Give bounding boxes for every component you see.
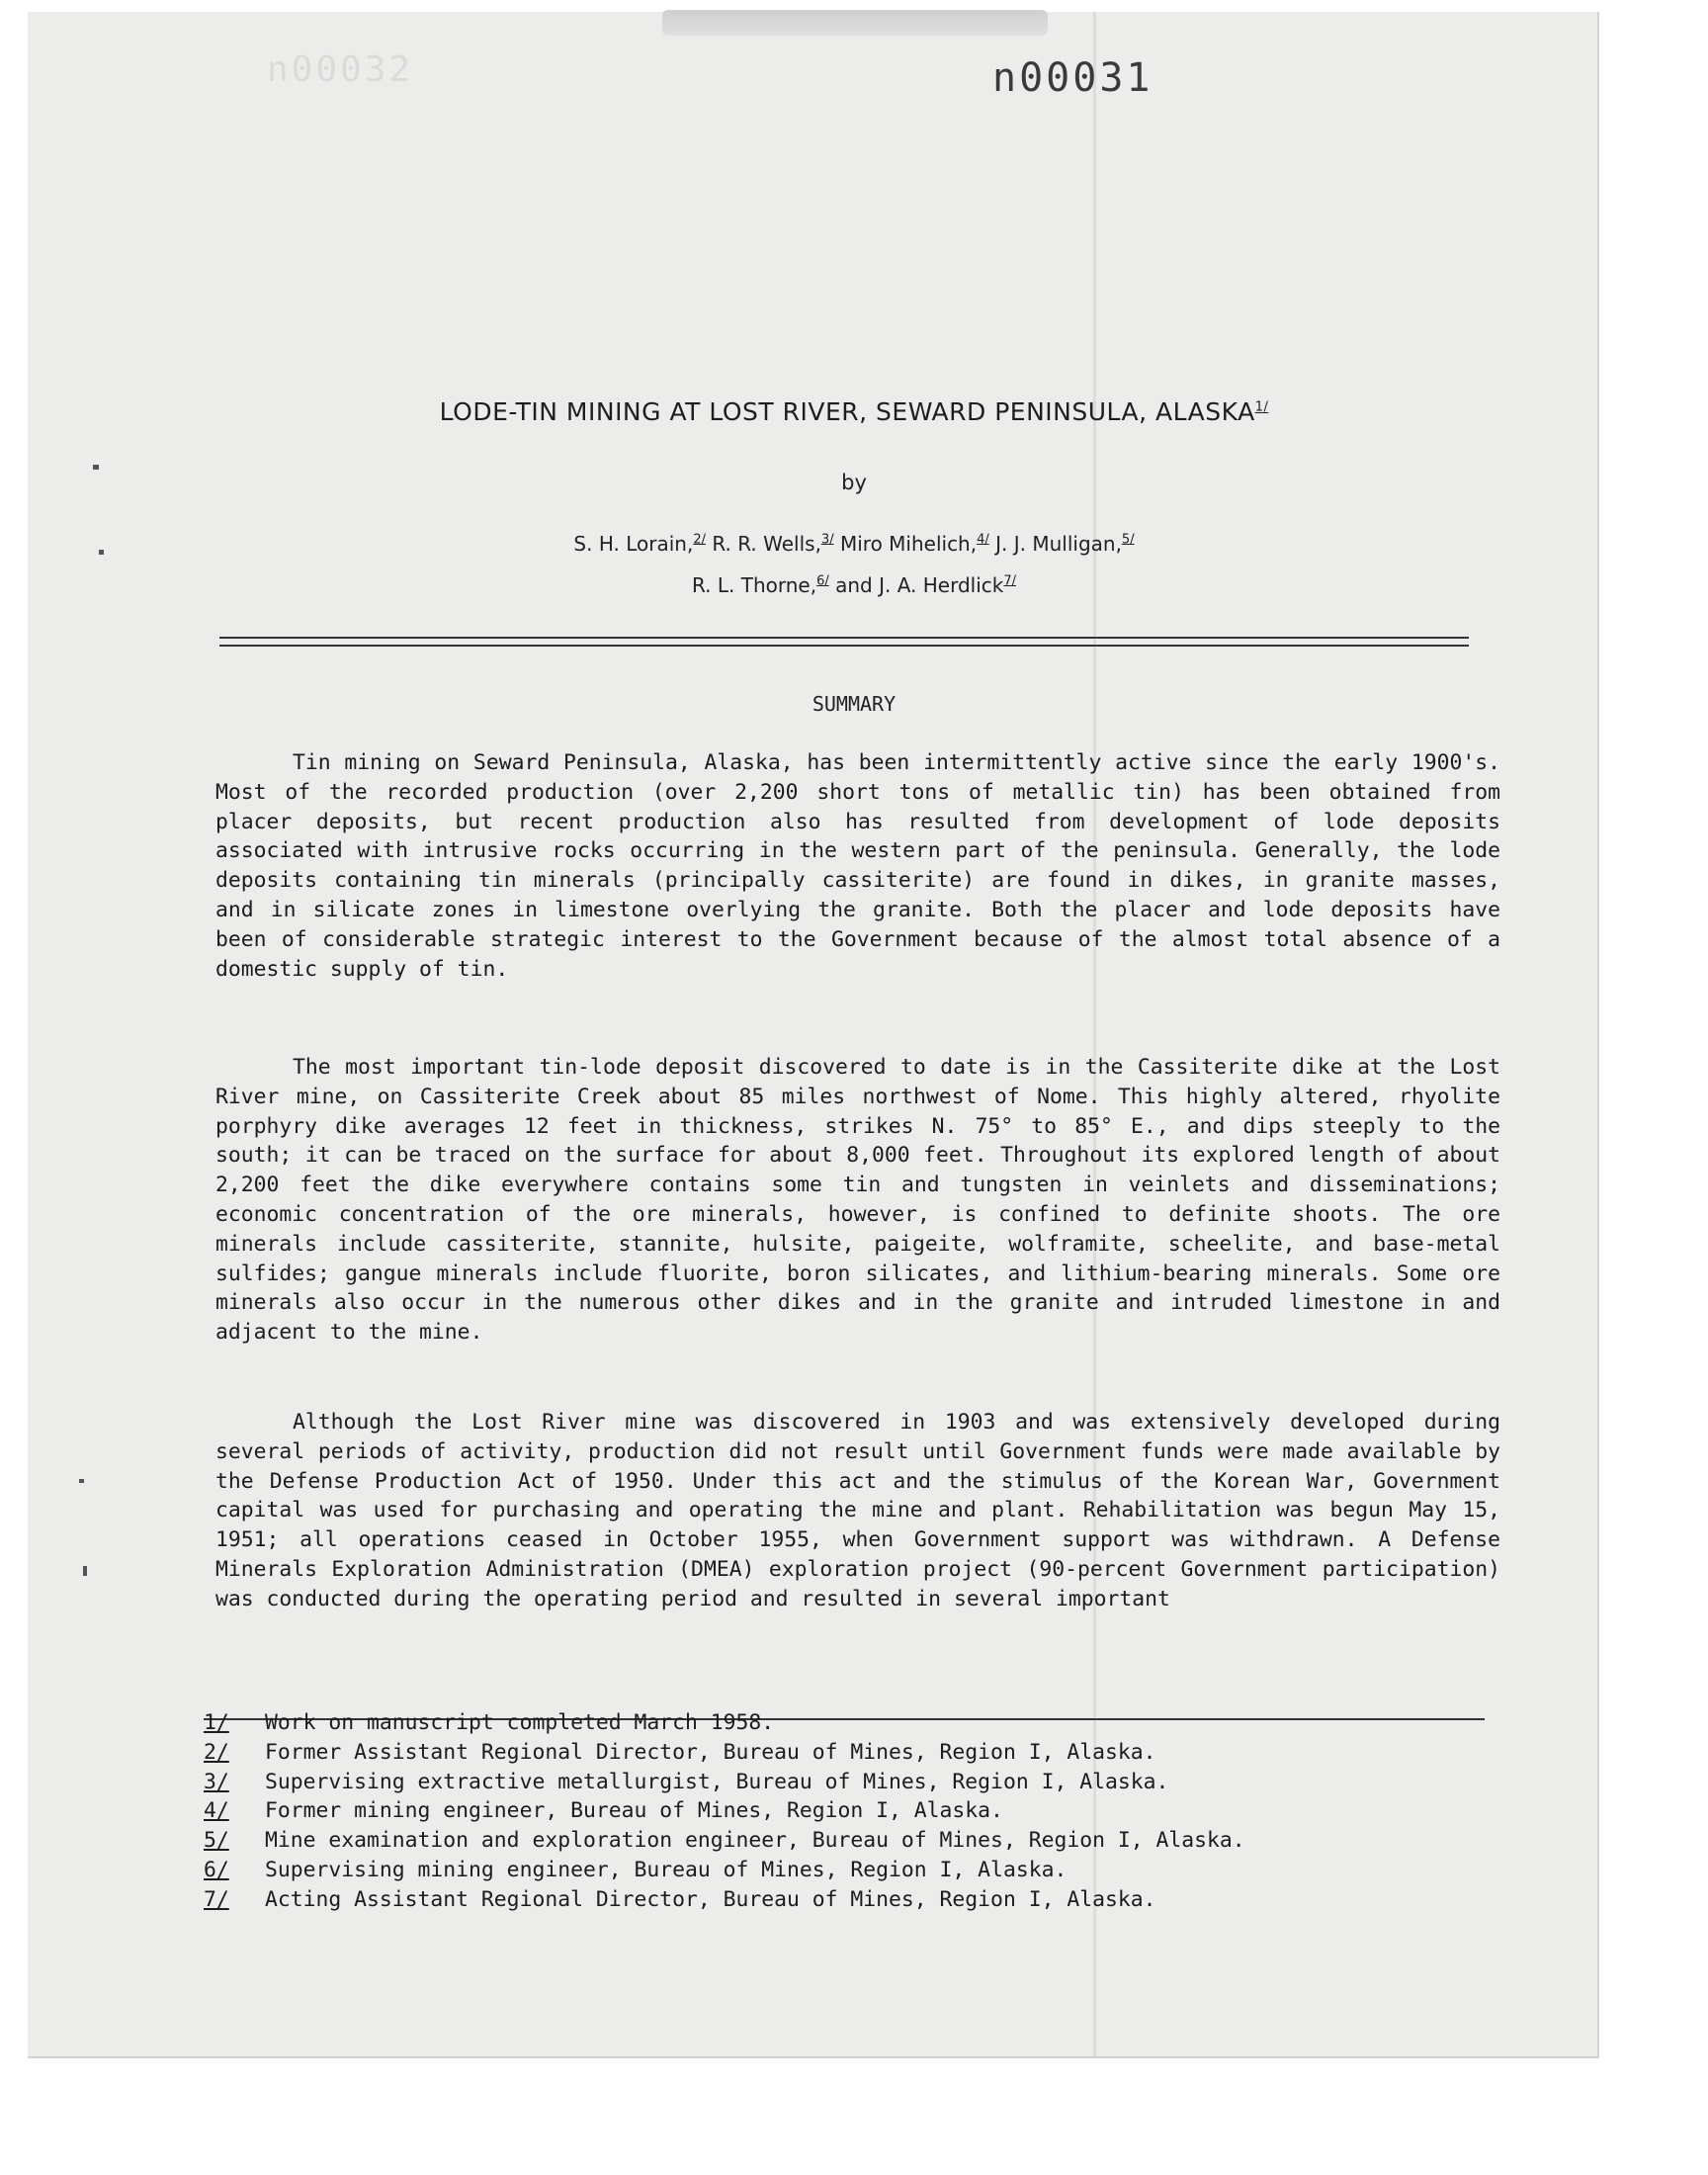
footnote-text: Work on manuscript completed March 1958. [265, 1710, 775, 1735]
footnote [204, 1826, 1245, 1856]
footnote-mark: 5/ [204, 1828, 229, 1854]
author-name: S. H. Lorain, [573, 532, 694, 556]
author-name: R. R. Wells, [712, 532, 821, 556]
summary-paragraph [215, 1408, 1500, 1614]
summary-heading: SUMMARY [811, 692, 897, 716]
footnote-list [204, 1708, 1245, 1915]
scan-speck [79, 1479, 84, 1483]
summary-paragraph [215, 748, 1500, 984]
bleed-through-number: n00032 [267, 49, 414, 90]
paragraph-text: Although the Lost River mine was discovered in 1903 and was extensively developed during several periods of activity, production did not result until Government funds were made available by the Defense Production Act of 1950. Under this act and the stimulus of the Korean War, Government capital was used for purchasing and operating the mine and plant. Rehabilitation was begun May 15, 1951; all operations ceased in October 1955, when Government support was withdrawn. A Defense Minerals Exploration Administration (DMEA) exploration project (90-percent Government participation) was conducted during the operating period and resulted in several important [215, 1410, 1500, 1611]
page-number: n00031 [992, 55, 1153, 101]
footnote-mark: 3/ [204, 1769, 229, 1794]
author-footnote-mark: 7/ [1003, 573, 1016, 589]
author-name: and J. A. Herdlick [835, 573, 1004, 597]
author-footnote-mark: 3/ [820, 532, 834, 548]
footnote-text: Former Assistant Regional Director, Bureau of Mines, Region I, Alaska. [265, 1739, 1156, 1765]
footnote [204, 1885, 1245, 1915]
footnote-mark: 2/ [204, 1739, 229, 1765]
scan-speck [99, 550, 104, 555]
author-name: R. L. Thorne, [691, 573, 817, 597]
footnote [204, 1738, 1245, 1768]
author-footnote-mark: 2/ [693, 532, 706, 548]
summary-paragraph [215, 1053, 1500, 1348]
scan-smudge [662, 10, 1048, 36]
paragraph-text: Tin mining on Seward Peninsula, Alaska, has been intermittently active since the early 1900's. Most of the recorded production (over 2,200 short tons of metallic tin) has been obtained from placer deposits, but recent production also has resulted from development of lode deposits associated with intrusive rocks occurring in the western part of the peninsula. Generally, the lode deposits containing tin minerals (principally cassiterite) are found in dikes, in granite masses, and in silicate zones in limestone overlying the granite. Both the placer and lode deposits have been of considerable strategic interest to the Government because of the almost total absence of a domestic supply of tin. [215, 750, 1500, 982]
footnote-text: Supervising mining engineer, Bureau of Mines, Region I, Alaska. [265, 1857, 1068, 1882]
scan-speck [83, 1566, 87, 1576]
footnote-mark: 7/ [204, 1886, 229, 1912]
footnote-text: Mine examination and exploration engineer, Bureau of Mines, Region I, Alaska. [265, 1828, 1245, 1854]
authors-line-2 [0, 573, 1708, 597]
footnote-text: Supervising extractive metallurgist, Bureau of Mines, Region I, Alaska. [265, 1769, 1169, 1794]
author-footnote-mark: 4/ [977, 532, 989, 548]
title-footnote-mark: 1/ [1254, 399, 1269, 415]
title-rule [219, 645, 1469, 647]
footnote-mark: 4/ [204, 1798, 229, 1824]
authors-line-1 [0, 532, 1708, 556]
footnote-text: Acting Assistant Regional Director, Bureau of Mines, Region I, Alaska. [265, 1886, 1156, 1912]
title-text: LODE-TIN MINING AT LOST RIVER, SEWARD PENINSULA, ALASKA [439, 397, 1255, 426]
scan-speck [93, 465, 99, 470]
footnote-mark: 6/ [204, 1857, 229, 1882]
title-rule [219, 637, 1469, 639]
byline-by: by [841, 471, 867, 494]
document-title [0, 397, 1708, 426]
author-name: Miro Mihelich, [839, 532, 978, 556]
footnote-mark: 1/ [204, 1710, 229, 1735]
author-name: J. J. Mulligan, [995, 532, 1122, 556]
footnote [204, 1708, 1245, 1738]
author-footnote-mark: 6/ [816, 573, 829, 589]
footnote [204, 1796, 1245, 1826]
footnote-text: Former mining engineer, Bureau of Mines, Region I, Alaska. [265, 1798, 1003, 1824]
paragraph-text: The most important tin-lode deposit discovered to date is in the Cassiterite dike at the Lost River mine, on Cassiterite Creek about 85 miles northwest of Nome. This highly altered, rhyolite porphyry dike averages 12 feet in thickness, strikes N. 75° to 85° E., and dips steeply to the south; it can be traced on the surface for about 8,000 feet. Throughout its explored length of about 2,200 feet the dike everywhere contains some tin and tungsten in veinlets and disseminations; economic concentration of the ore minerals, however, is confined to definite shoots. The ore minerals include cassiterite, stannite, hulsite, paigeite, wolframite, scheelite, and base-metal sulfides; gangue minerals include fluorite, boron silicates, and lithium-bearing minerals. Some ore minerals also occur in the numerous other dikes and in the granite and intruded limestone in and adjacent to the mine. [215, 1055, 1500, 1346]
footnote [204, 1856, 1245, 1885]
footnote [204, 1768, 1245, 1797]
author-footnote-mark: 5/ [1121, 532, 1135, 548]
